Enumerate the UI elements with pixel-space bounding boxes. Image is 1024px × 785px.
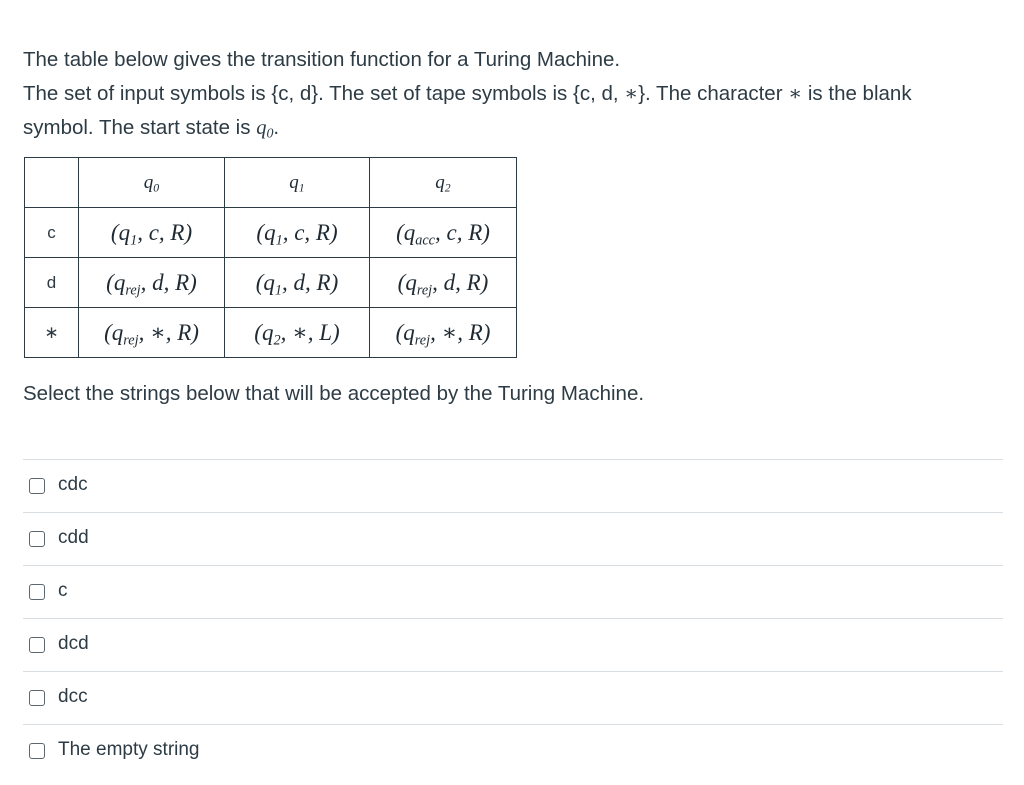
start-state: $q_0$ — [256, 117, 274, 142]
question-prompt: Select the strings below that will be accepted by the Turing Machine. — [23, 382, 645, 405]
answer-label[interactable]: cdd — [58, 527, 89, 548]
start-state-text: symbol. The start state is — [23, 116, 257, 139]
transition-cell: ($q_1$, c, R) — [79, 208, 225, 258]
blank-label-text: is the blank — [802, 82, 912, 105]
header-state-q1: $q_1$ — [225, 158, 370, 208]
table-row — [25, 258, 517, 308]
header-state-q2: $q_2$ — [370, 158, 517, 208]
table-row — [25, 308, 517, 358]
blank-symbol: ∗ — [624, 83, 639, 105]
answer-list — [23, 459, 1003, 777]
answer-label[interactable]: The empty string — [58, 739, 200, 760]
answer-checkbox[interactable] — [29, 690, 45, 706]
answer-checkbox[interactable] — [29, 637, 45, 653]
row-symbol: c — [25, 208, 79, 258]
input-symbols-text: The set of input symbols is {c, d}. The set of tape symbols is {c, d, — [23, 82, 625, 105]
transition-table — [24, 157, 517, 358]
row-symbol: ∗ — [25, 308, 79, 358]
answer-label[interactable]: dcc — [58, 686, 88, 707]
table-row — [25, 208, 517, 258]
answer-option[interactable] — [23, 565, 1003, 618]
intro-line-1: The table below gives the transition function for a Turing Machine. — [23, 48, 621, 71]
answer-checkbox[interactable] — [29, 531, 45, 547]
transition-cell: ($q_{rej}$, d, R) — [370, 258, 517, 308]
transition-cell: ($q_2$, ∗, L) — [225, 308, 370, 358]
table-corner-cell — [25, 158, 79, 208]
intro-line-2 — [23, 77, 983, 111]
answer-label[interactable]: dcd — [58, 633, 89, 654]
transition-cell: ($q_{rej}$, ∗, R) — [79, 308, 225, 358]
header-state-q0: $q_0$ — [79, 158, 225, 208]
transition-cell: ($q_1$, d, R) — [225, 258, 370, 308]
answer-option[interactable] — [23, 724, 1003, 777]
answer-option[interactable] — [23, 459, 1003, 512]
answer-option[interactable] — [23, 512, 1003, 565]
answer-checkbox[interactable] — [29, 478, 45, 494]
answer-option[interactable] — [23, 618, 1003, 671]
answer-label[interactable]: c — [58, 580, 68, 601]
blank-character-text: }. The character — [638, 82, 789, 105]
blank-symbol: ∗ — [788, 83, 803, 105]
question-text — [23, 43, 983, 145]
answer-checkbox[interactable] — [29, 743, 45, 759]
table-header-row — [25, 158, 517, 208]
transition-cell: ($q_{rej}$, ∗, R) — [370, 308, 517, 358]
answer-label[interactable]: cdc — [58, 474, 88, 495]
transition-cell: ($q_{acc}$, c, R) — [370, 208, 517, 258]
answer-checkbox[interactable] — [29, 584, 45, 600]
row-symbol: d — [25, 258, 79, 308]
transition-cell: ($q_{rej}$, d, R) — [79, 258, 225, 308]
transition-cell: ($q_1$, c, R) — [225, 208, 370, 258]
answer-option[interactable] — [23, 671, 1003, 724]
intro-line-3: symbol. The start state is $q_0$. — [23, 116, 280, 142]
